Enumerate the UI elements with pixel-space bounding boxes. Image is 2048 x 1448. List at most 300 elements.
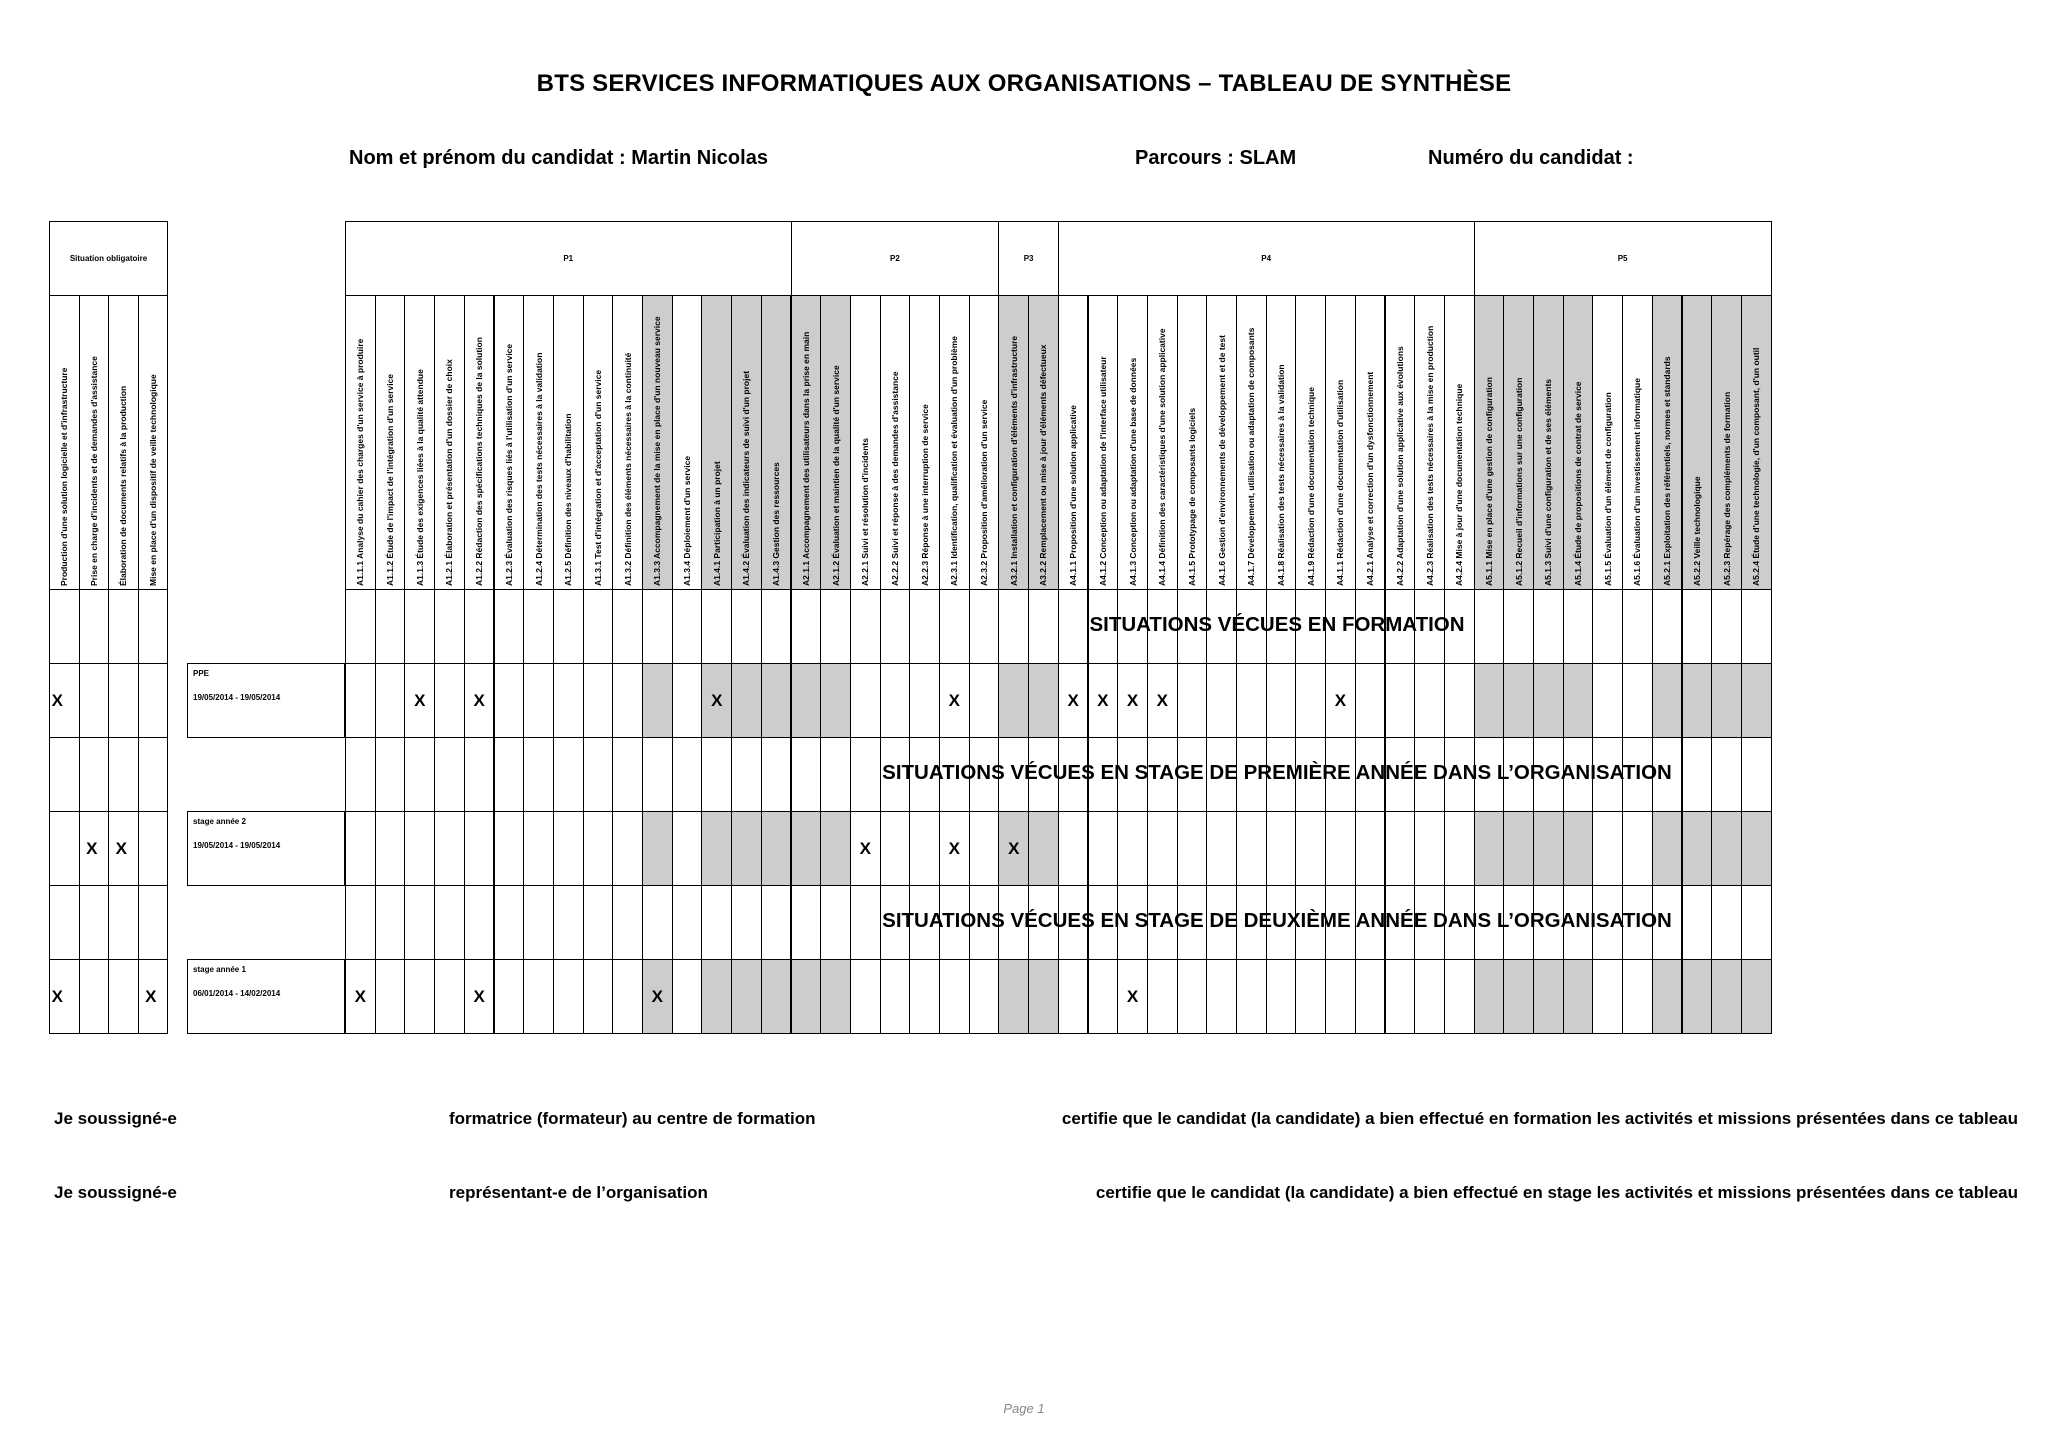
activity-column-header: A4.1.4 Définition des caractéristiques d'une solution applicative	[1147, 295, 1178, 590]
activity-column-header: A1.3.3 Accompagnement de la mise en place d'un nouveau service	[642, 295, 673, 590]
activity-cell[interactable]	[1058, 811, 1089, 886]
activity-cell[interactable]	[1295, 663, 1326, 738]
situation-name: PPE	[193, 669, 210, 678]
banner-spacer-cell	[345, 885, 376, 960]
situation-info-cell	[187, 811, 345, 886]
activity-cell[interactable]	[1711, 663, 1742, 738]
activity-cell[interactable]	[523, 959, 554, 1034]
activity-cell[interactable]	[404, 811, 435, 886]
activity-cell[interactable]	[1741, 811, 1772, 886]
activity-cell[interactable]	[1503, 663, 1534, 738]
situation-cell[interactable]	[49, 811, 80, 886]
situation-cell[interactable]	[49, 663, 80, 738]
activity-cell[interactable]	[1177, 663, 1208, 738]
situation-cell[interactable]	[79, 959, 110, 1034]
activity-cell[interactable]	[1385, 663, 1416, 738]
banner-spacer-cell	[731, 885, 762, 960]
banner-spacer-cell	[583, 737, 614, 812]
banner-spacer-cell	[79, 885, 110, 960]
situation-column-header: Mise en place d'un dispositif de veille technologique	[138, 295, 169, 590]
track: Parcours : SLAM	[1135, 147, 1297, 169]
banner-spacer-cell	[523, 589, 554, 664]
activity-column-header: A1.1.2 Étude de l'impact de l'intégration d'un service	[375, 295, 406, 590]
activity-column-header: A5.1.5 Évaluation d'un élément de configuration	[1592, 295, 1623, 590]
situation-column-header: Élaboration de documents relatifs à la production	[108, 295, 139, 590]
activity-cell[interactable]	[880, 811, 911, 886]
activity-cell[interactable]	[404, 663, 435, 738]
check-mark: X	[1334, 690, 1347, 710]
activity-cell[interactable]	[464, 811, 495, 886]
situation-cell[interactable]	[108, 959, 139, 1034]
activity-cell[interactable]	[939, 663, 970, 738]
activity-cell[interactable]	[404, 959, 435, 1034]
activity-column-header: A4.1.6 Gestion d'environnements de développement et de test	[1206, 295, 1237, 590]
activity-cell[interactable]	[939, 811, 970, 886]
activity-cell[interactable]	[1295, 959, 1326, 1034]
activity-cell[interactable]	[1414, 663, 1445, 738]
activity-cell[interactable]	[1266, 959, 1297, 1034]
banner-spacer-cell	[642, 589, 673, 664]
banner-spacer-cell	[494, 737, 525, 812]
banner-spacer-cell	[612, 737, 643, 812]
activity-cell[interactable]	[1503, 811, 1534, 886]
activity-cell[interactable]	[1741, 663, 1772, 738]
activity-column-header: A4.2.3 Réalisation des tests nécessaires à la mise en production	[1414, 295, 1445, 590]
banner-spacer-cell	[731, 589, 762, 664]
situation-dates: 06/01/2014 - 14/02/2014	[193, 989, 281, 998]
activity-cell[interactable]	[612, 959, 643, 1034]
activity-cell[interactable]	[642, 663, 673, 738]
activity-column-header: A1.2.1 Élaboration et présentation d'un dossier de choix	[434, 295, 465, 590]
activity-cell[interactable]	[345, 811, 376, 886]
banner-spacer-cell	[345, 589, 376, 664]
check-mark: X	[51, 986, 63, 1006]
activity-cell[interactable]	[1711, 959, 1742, 1034]
activity-cell[interactable]	[1622, 663, 1653, 738]
activity-cell[interactable]	[375, 663, 406, 738]
activity-column-header: A1.1.3 Étude des exigences liées à la qualité attendue	[404, 295, 435, 590]
activity-cell[interactable]	[791, 959, 822, 1034]
situation-info-cell	[187, 663, 345, 738]
situation-cell[interactable]	[108, 811, 139, 886]
check-mark: X	[1008, 838, 1020, 858]
check-mark: X	[1067, 690, 1079, 710]
banner-spacer-cell	[375, 737, 406, 812]
activity-cell[interactable]	[1325, 959, 1356, 1034]
activity-cell[interactable]	[523, 811, 554, 886]
activity-cell[interactable]	[1058, 959, 1089, 1034]
activity-cell[interactable]	[1385, 959, 1416, 1034]
activity-column-header: A1.3.2 Définition des éléments nécessaires à la continuité	[612, 295, 643, 590]
banner-spacer-cell	[523, 737, 554, 812]
situation-name: stage année 1	[193, 965, 246, 974]
activity-column-header: A4.1.8 Réalisation des tests nécessaires à la validation	[1266, 295, 1297, 590]
section-banner: SITUATIONS VÉCUES EN STAGE DE DEUXIÈME ANNÉE DANS L’ORGANISATION	[882, 909, 1672, 932]
check-mark: X	[948, 690, 961, 710]
activity-cell[interactable]	[909, 959, 940, 1034]
group-header-p5: P5	[1474, 221, 1772, 296]
activity-column-header: A4.2.2 Adaptation d'une solution applicative aux évolutions	[1385, 295, 1416, 590]
activity-cell[interactable]	[791, 811, 822, 886]
banner-spacer-cell	[434, 737, 465, 812]
activity-cell[interactable]	[1622, 959, 1653, 1034]
activity-cell[interactable]	[850, 959, 881, 1034]
check-mark: X	[354, 986, 367, 1006]
activity-cell[interactable]	[850, 811, 881, 886]
activity-column-header: A5.1.4 Étude de propositions de contrat de service	[1563, 295, 1594, 590]
activity-cell[interactable]	[672, 663, 703, 738]
activity-column-header: A2.3.1 Identification, qualification et évaluation d'un problème	[939, 295, 970, 590]
check-mark: X	[473, 986, 485, 1006]
banner-spacer-cell	[108, 589, 139, 664]
situation-dates: 19/05/2014 - 19/05/2014	[193, 693, 281, 702]
activity-cell[interactable]	[820, 663, 851, 738]
activity-cell[interactable]	[583, 811, 614, 886]
activity-column-header: A1.2.2 Rédaction des spécifications techniques de la solution	[464, 295, 495, 590]
activity-cell[interactable]	[701, 663, 732, 738]
banner-spacer-cell	[672, 737, 703, 812]
activity-cell[interactable]	[1652, 959, 1683, 1034]
activity-cell[interactable]	[1444, 959, 1475, 1034]
page-footer: Page 1	[1003, 1401, 1045, 1416]
activity-cell[interactable]	[1266, 663, 1297, 738]
activity-column-header: A5.2.1 Exploitation des référentiels, normes et standards	[1652, 295, 1683, 590]
activity-cell[interactable]	[1414, 811, 1445, 886]
activity-cell[interactable]	[1028, 663, 1059, 738]
activity-cell[interactable]	[998, 811, 1029, 886]
situation-info-cell	[187, 959, 345, 1034]
activity-cell[interactable]	[434, 663, 465, 738]
cert-statement: certifie que le candidat (la candidate) a bien effectué en stage les activités et missions présentées dans ce tableau	[1095, 1183, 2018, 1202]
activity-cell[interactable]	[731, 663, 762, 738]
activity-cell[interactable]	[1325, 811, 1356, 886]
banner-spacer-cell	[108, 885, 139, 960]
activity-cell[interactable]	[969, 811, 1000, 886]
banner-spacer-cell	[612, 885, 643, 960]
activity-cell[interactable]	[1592, 811, 1623, 886]
activity-cell[interactable]	[1295, 811, 1326, 886]
activity-cell[interactable]	[1206, 811, 1237, 886]
group-header-p1: P1	[345, 221, 792, 296]
activity-cell[interactable]	[1028, 811, 1059, 886]
check-mark: X	[145, 986, 157, 1006]
activity-column-header: A1.4.3 Gestion des ressources	[761, 295, 792, 590]
check-mark: X	[473, 690, 485, 710]
check-mark: X	[86, 838, 98, 858]
banner-spacer-cell	[583, 589, 614, 664]
situation-cell[interactable]	[138, 663, 169, 738]
banner-spacer-cell	[672, 885, 703, 960]
activity-cell[interactable]	[1266, 811, 1297, 886]
activity-column-header: A4.1.7 Développement, utilisation ou adaptation de composants	[1236, 295, 1267, 590]
activity-cell[interactable]	[969, 663, 1000, 738]
activity-column-header: A5.1.2 Recueil d'informations sur une configuration	[1503, 295, 1534, 590]
cert-signatory: Je soussigné-e	[54, 1183, 177, 1202]
activity-cell[interactable]	[1028, 959, 1059, 1034]
activity-column-header: A2.2.2 Suivi et réponse à des demandes d'assistance	[880, 295, 911, 590]
activity-cell[interactable]	[850, 663, 881, 738]
banner-spacer-cell	[375, 589, 406, 664]
situation-column-header: Prise en charge d'incidents et de demandes d'assistance	[79, 295, 110, 590]
banner-spacer-cell	[138, 589, 169, 664]
activity-cell[interactable]	[1682, 811, 1713, 886]
activity-cell[interactable]	[820, 959, 851, 1034]
banner-spacer-cell	[553, 737, 584, 812]
activity-cell[interactable]	[1444, 811, 1475, 886]
activity-column-header: A2.2.3 Réponse à une interruption de service	[909, 295, 940, 590]
banner-spacer-cell	[49, 589, 80, 664]
activity-cell[interactable]	[1474, 959, 1505, 1034]
activity-cell[interactable]	[1117, 663, 1148, 738]
banner-spacer-cell	[404, 885, 435, 960]
banner-spacer-cell	[464, 885, 495, 960]
activity-cell[interactable]	[998, 663, 1029, 738]
activity-cell[interactable]	[1147, 959, 1178, 1034]
banner-spacer-cell	[701, 589, 732, 664]
activity-column-header: A1.2.5 Définition des niveaux d'habilitation	[553, 295, 584, 590]
activity-cell[interactable]	[1325, 663, 1356, 738]
activity-cell[interactable]	[494, 959, 525, 1034]
activity-cell[interactable]	[1177, 959, 1208, 1034]
activity-column-header: A3.2.1 Installation et configuration d'éléments d'infrastructure	[998, 295, 1029, 590]
activity-column-header: A3.2.2 Remplacement ou mise à jour d'éléments défectueux	[1028, 295, 1059, 590]
check-mark: X	[711, 690, 723, 710]
activity-cell[interactable]	[1682, 959, 1713, 1034]
activity-cell[interactable]	[1206, 959, 1237, 1034]
banner-spacer-cell	[108, 737, 139, 812]
activity-cell[interactable]	[969, 959, 1000, 1034]
activity-cell[interactable]	[1147, 811, 1178, 886]
activity-cell[interactable]	[1117, 959, 1148, 1034]
banner-spacer-cell	[583, 885, 614, 960]
banner-spacer-cell	[49, 885, 80, 960]
banner-spacer-cell	[404, 589, 435, 664]
activity-cell[interactable]	[1058, 663, 1089, 738]
banner-spacer-cell	[464, 737, 495, 812]
activity-cell[interactable]	[761, 811, 792, 886]
activity-cell[interactable]	[820, 811, 851, 886]
banner-spacer-cell	[49, 737, 80, 812]
check-mark: X	[115, 838, 127, 858]
activity-column-header: A1.4.1 Participation à un projet	[701, 295, 732, 590]
banner-spacer-cell	[494, 589, 525, 664]
activity-cell[interactable]	[345, 959, 376, 1034]
activity-cell[interactable]	[1474, 663, 1505, 738]
banner-spacer-cell	[612, 589, 643, 664]
activity-cell[interactable]	[1385, 811, 1416, 886]
activity-cell[interactable]	[791, 663, 822, 738]
situation-cell[interactable]	[49, 959, 80, 1034]
banner-spacer-cell	[553, 885, 584, 960]
activity-cell[interactable]	[375, 959, 406, 1034]
situation-cell[interactable]	[108, 663, 139, 738]
activity-cell[interactable]	[1474, 811, 1505, 886]
banner-spacer-cell	[642, 737, 673, 812]
activity-cell[interactable]	[1355, 663, 1386, 738]
activity-column-header: A1.2.4 Détermination des tests nécessaires à la validation	[523, 295, 554, 590]
banner-spacer-cell	[138, 885, 169, 960]
activity-cell[interactable]	[375, 811, 406, 886]
activity-cell[interactable]	[1414, 959, 1445, 1034]
candidate-number: Numéro du candidat :	[1428, 147, 1634, 169]
banner-spacer-cell	[404, 737, 435, 812]
banner-spacer-cell	[553, 589, 584, 664]
activity-cell[interactable]	[1206, 663, 1237, 738]
activity-cell[interactable]	[553, 959, 584, 1034]
banner-spacer-cell	[434, 589, 465, 664]
activity-cell[interactable]	[1088, 663, 1119, 738]
activity-cell[interactable]	[1533, 959, 1564, 1034]
activity-column-header: A5.2.2 Veille technologique	[1682, 295, 1713, 590]
activity-cell[interactable]	[1563, 959, 1594, 1034]
activity-column-header: A4.2.1 Analyse et correction d'un dysfonctionnement	[1355, 295, 1386, 590]
activity-cell[interactable]	[494, 811, 525, 886]
page-title: BTS SERVICES INFORMATIQUES AUX ORGANISATIONS – TABLEAU DE SYNTHÈSE	[536, 70, 1512, 97]
activity-column-header: A1.3.4 Déploiement d'un service	[672, 295, 703, 590]
section-banner: SITUATIONS VÉCUES EN FORMATION	[1089, 613, 1465, 636]
situation-dates: 19/05/2014 - 19/05/2014	[193, 841, 281, 850]
situation-cell[interactable]	[79, 663, 110, 738]
activity-cell[interactable]	[553, 811, 584, 886]
activity-cell[interactable]	[1652, 663, 1683, 738]
situation-cell[interactable]	[138, 811, 169, 886]
activity-cell[interactable]	[1236, 663, 1267, 738]
activity-column-header: A5.2.4 Étude d'une technologie, d'un composant, d'un outil	[1741, 295, 1772, 590]
check-mark: X	[1156, 690, 1168, 710]
activity-cell[interactable]	[1147, 663, 1178, 738]
activity-cell[interactable]	[909, 811, 940, 886]
check-mark: X	[1097, 690, 1109, 710]
banner-spacer-cell	[138, 737, 169, 812]
cert-statement: certifie que le candidat (la candidate) a bien effectué en formation les activités et missions présentées dans ce tableau	[1061, 1109, 2018, 1128]
activity-cell[interactable]	[761, 663, 792, 738]
banner-spacer-cell	[701, 737, 732, 812]
activity-cell[interactable]	[731, 959, 762, 1034]
activity-cell[interactable]	[1088, 959, 1119, 1034]
activity-cell[interactable]	[642, 959, 673, 1034]
activity-cell[interactable]	[701, 811, 732, 886]
activity-cell[interactable]	[1622, 811, 1653, 886]
activity-column-header: A4.1.3 Conception ou adaptation d'une base de données	[1117, 295, 1148, 590]
check-mark: X	[1126, 690, 1139, 710]
activity-cell[interactable]	[939, 959, 970, 1034]
activity-cell[interactable]	[672, 811, 703, 886]
situation-column-header: Production d'une solution logicielle et d'infrastructure	[49, 295, 80, 590]
situation-cell[interactable]	[138, 959, 169, 1034]
check-mark: X	[651, 986, 664, 1006]
activity-cell[interactable]	[1355, 959, 1386, 1034]
activity-column-header: A2.1.1 Accompagnement des utilisateurs dans la prise en main	[791, 295, 822, 590]
activity-cell[interactable]	[1533, 663, 1564, 738]
activity-cell[interactable]	[464, 663, 495, 738]
activity-cell[interactable]	[583, 959, 614, 1034]
activity-column-header: A1.2.3 Évaluation des risques liés à l'utilisation d'un service	[494, 295, 525, 590]
group-header-p4: P4	[1058, 221, 1475, 296]
activity-cell[interactable]	[434, 811, 465, 886]
banner-spacer-cell	[731, 737, 762, 812]
activity-cell[interactable]	[909, 663, 940, 738]
activity-cell[interactable]	[672, 959, 703, 1034]
activity-cell[interactable]	[701, 959, 732, 1034]
activity-cell[interactable]	[345, 663, 376, 738]
banner-spacer-cell	[79, 589, 110, 664]
activity-cell[interactable]	[1117, 811, 1148, 886]
banner-spacer-cell	[494, 885, 525, 960]
activity-column-header: A4.1.5 Prototypage de composants logiciels	[1177, 295, 1208, 590]
activity-cell[interactable]	[642, 811, 673, 886]
check-mark: X	[1126, 986, 1139, 1006]
activity-cell[interactable]	[761, 959, 792, 1034]
banner-spacer-cell	[642, 885, 673, 960]
activity-column-header: A4.1.9 Rédaction d'une documentation technique	[1295, 295, 1326, 590]
activity-cell[interactable]	[1177, 811, 1208, 886]
activity-cell[interactable]	[612, 663, 643, 738]
activity-cell[interactable]	[583, 663, 614, 738]
activity-column-header: A4.1.2 Conception ou adaptation de l'interface utilisateur	[1088, 295, 1119, 590]
activity-column-header: A2.2.1 Suivi et résolution d'incidents	[850, 295, 881, 590]
situation-cell[interactable]	[79, 811, 110, 886]
activity-cell[interactable]	[1236, 959, 1267, 1034]
banner-spacer-cell	[345, 737, 376, 812]
activity-cell[interactable]	[434, 959, 465, 1034]
activity-cell[interactable]	[1741, 959, 1772, 1034]
activity-cell[interactable]	[1355, 811, 1386, 886]
activity-column-header: A5.1.6 Évaluation d'un investissement informatique	[1622, 295, 1653, 590]
banner-spacer-cell	[375, 885, 406, 960]
activity-column-header: A4.2.4 Mise à jour d'une documentation technique	[1444, 295, 1475, 590]
banner-spacer-cell	[701, 885, 732, 960]
activity-column-header: A1.3.1 Test d'intégration et d'acceptation d'un service	[583, 295, 614, 590]
activity-cell[interactable]	[1236, 811, 1267, 886]
activity-cell[interactable]	[1711, 811, 1742, 886]
activity-cell[interactable]	[731, 811, 762, 886]
activity-cell[interactable]	[523, 663, 554, 738]
activity-cell[interactable]	[1533, 811, 1564, 886]
activity-column-header: A5.2.3 Repérage des compléments de formation	[1711, 295, 1742, 590]
activity-cell[interactable]	[1592, 959, 1623, 1034]
section-banner: SITUATIONS VÉCUES EN STAGE DE PREMIÈRE ANNÉE DANS L’ORGANISATION	[882, 761, 1672, 784]
cert-role: représentant-e de l’organisation	[449, 1183, 708, 1202]
activity-cell[interactable]	[1088, 811, 1119, 886]
cert-role: formatrice (formateur) au centre de formation	[449, 1109, 816, 1128]
activity-cell[interactable]	[1652, 811, 1683, 886]
activity-column-header: A5.1.1 Mise en place d'une gestion de configuration	[1474, 295, 1505, 590]
activity-column-header: A1.4.2 Évaluation des indicateurs de suivi d'un projet	[731, 295, 762, 590]
situation-header: Situation obligatoire	[49, 221, 168, 296]
activity-cell[interactable]	[880, 959, 911, 1034]
activity-cell[interactable]	[1592, 663, 1623, 738]
banner-spacer-cell	[79, 737, 110, 812]
check-mark: X	[414, 690, 426, 710]
activity-cell[interactable]	[464, 959, 495, 1034]
activity-cell[interactable]	[612, 811, 643, 886]
situation-name: stage année 2	[193, 817, 246, 826]
activity-cell[interactable]	[1563, 663, 1594, 738]
activity-cell[interactable]	[1444, 663, 1475, 738]
banner-spacer-cell	[434, 885, 465, 960]
activity-column-header: A4.1.1 Proposition d'une solution applicative	[1058, 295, 1089, 590]
activity-column-header: A1.1.1 Analyse du cahier des charges d'un service à produire	[345, 295, 376, 590]
banner-spacer-cell	[672, 589, 703, 664]
activity-cell[interactable]	[1682, 663, 1713, 738]
activity-cell[interactable]	[1503, 959, 1534, 1034]
activity-cell[interactable]	[1563, 811, 1594, 886]
check-mark: X	[859, 838, 871, 858]
activity-cell[interactable]	[494, 663, 525, 738]
activity-cell[interactable]	[998, 959, 1029, 1034]
activity-cell[interactable]	[553, 663, 584, 738]
activity-cell[interactable]	[880, 663, 911, 738]
